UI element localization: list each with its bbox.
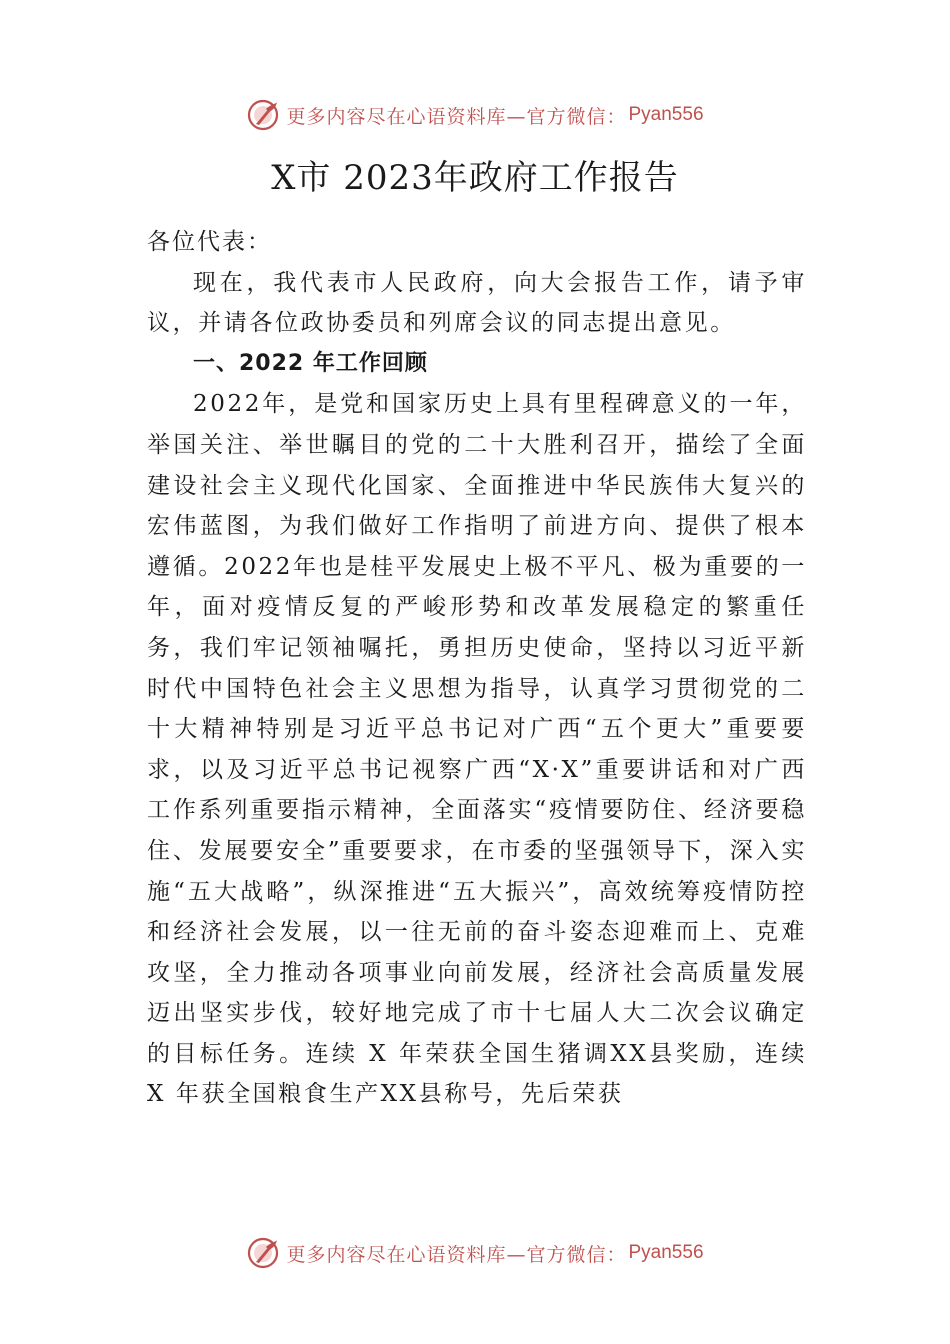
watermark-wechat-id: Pyan556: [628, 1242, 704, 1263]
footer-watermark: [0, 1233, 950, 1273]
section-heading: 一、2022 年工作回顾: [193, 350, 428, 376]
quill-seal-logo-icon: [246, 98, 280, 132]
quill-seal-logo-icon: [246, 1236, 280, 1270]
salutation: 各位代表：: [147, 229, 272, 255]
watermark-wechat-id: Pyan556: [628, 104, 704, 125]
watermark-text: 更多内容尽在心语资料库—官方微信：: [286, 105, 627, 128]
body-paragraph: 2022年，是党和国家历史上具有里程碑意义的一年，举国关注、举世瞩目的党的二十大胜利召开，描绘了全面建设社会主义现代化国家、全面推进中华民族伟大复兴的宏伟蓝图，为我们做好工作指明了前进方向、提供了根本遵循。2022年也是桂平发展史上极不平凡、极为重要的一年，面对疫情反复的严峻形势和改革发展稳定的繁重任务，我们牢记领袖嘱托，勇担历史使命，坚持以习近平新时代中国特色社会主义思想为指导，认真学习贯彻党的二十大精神特别是习近平总书记对广西“五个更大”重要要求，以及习近平总书记视察广西“X·X”重要讲话和对广西工作系列重要指示精神，全面落实“疫情要防住、经济要稳住、发展要安全”重要要求，在市委的坚强领导下，深入实施“五大战略”，纵深推进“五大振兴”，高效统筹疫情防控和经济社会发展，以一往无前的奋斗姿态迎难而上、克难攻坚，全力推动各项事业向前发展，经济社会高质量发展迈出坚实步伐，较好地完成了市十七届人大二次会议确定的目标任务。连续 X 年荣获全国生猪调XX县奖励，连续 X 年获全国粮食生产XX县称号，先后荣获: [147, 391, 807, 1108]
document-title: X市 2023年政府工作报告: [271, 158, 679, 198]
document-body: [147, 222, 807, 1115]
watermark-text: 更多内容尽在心语资料库—官方微信：: [286, 1243, 627, 1266]
intro-paragraph: 现在，我代表市人民政府，向大会报告工作，请予审议，并请各位政协委员和列席会议的同志提出意见。: [147, 269, 807, 337]
header-watermark: [0, 95, 950, 135]
